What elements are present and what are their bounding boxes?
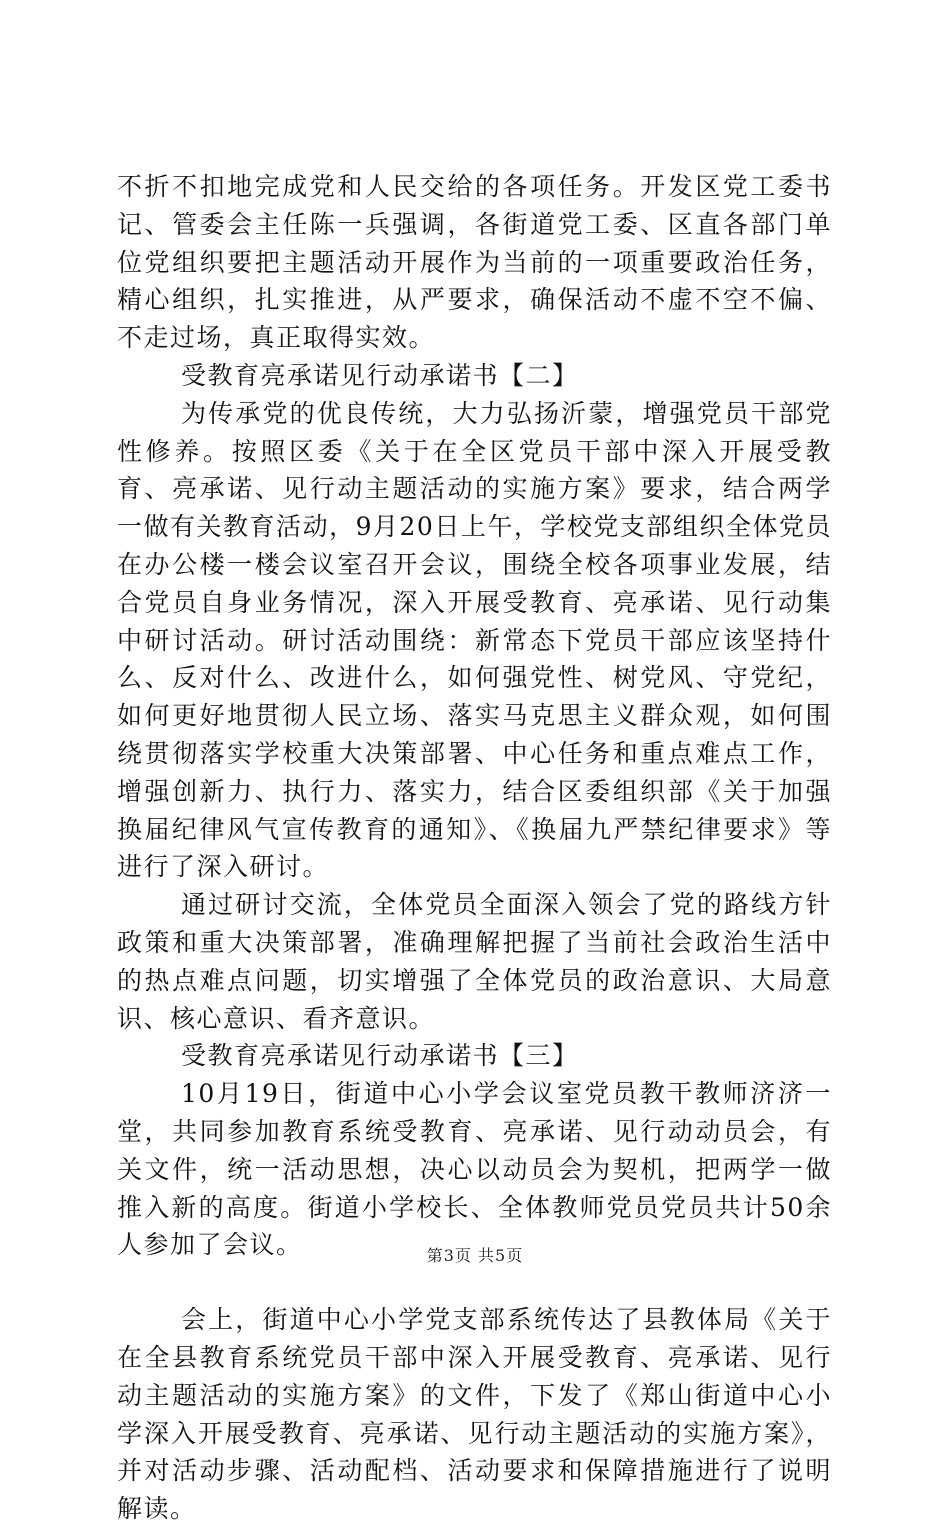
paragraph-section3-meeting: 会上，街道中心小学党支部系统传达了县教体局《关于在全县教育系统党员干部中深入开展受教育、亮承诺、见行动主题活动的实施方案》的文件，下发了《郑山街道中心小学深入开展受教育、亮承诺、见行动主题活动的实施方案》，并对活动步骤、活动配档、活动要求和保障措施进行了说明解读。	[117, 1305, 832, 1524]
section-heading-2: 受教育亮承诺见行动承诺书【二】	[181, 360, 579, 390]
page-footer: 第3页 共5页	[426, 1246, 524, 1265]
paragraph-continuation: 不折不扣地完成党和人民交给的各项任务。开发区党工委书记、管委会主任陈一兵强调，各街道党工委、区直各部门单位党组织要把主题活动开展作为当前的一项重要政治任务，精心组织，扎实推进，从严要求，确保活动不虚不空不偏、不走过场，真正取得实效。	[117, 172, 832, 353]
paragraph-section3-intro: 10月19日，街道中心小学会议室党员教干教师济济一堂，共同参加教育系统受教育、亮承诺、见行动动员会，有关文件，统一活动思想，决心以动员会为契机，把两学一做推入新的高度。街道小学校长、全体教师党员党员共计50余人参加了会议。	[117, 1079, 832, 1260]
paragraph-section2-body: 为传承党的优良传统，大力弘扬沂蒙，增强党员干部党性修养。按照区委《关于在全区党员干部中深入开展受教育、亮承诺、见行动主题活动的实施方案》要求，结合两学一做有关教育活动，9月20日上午，学校党支部组织全体党员在办公楼一楼会议室召开会议，围绕全校各项事业发展，结合党员自身业务情况，深入开展受教育、亮承诺、见行动集中研讨活动。研讨活动围绕：新常态下党员干部应该坚持什么、反对什么、改进什么，如何强党性、树党风、守党纪，如何更好地贯彻人民立场、落实马克思主义群众观，如何围绕贯彻落实学校重大决策部署、中心任务和重点难点工作，增强创新力、执行力、落实力，结合区委组织部《关于加强换届纪律风气宣传教育的通知》、《换届九严禁纪律要求》等进行了深入研讨。	[117, 398, 832, 882]
paragraph-section2-summary: 通过研讨交流，全体党员全面深入领会了党的路线方针政策和重大决策部署，准确理解把握了当前社会政治生活中的热点难点问题，切实增强了全体党员的政治意识、大局意识、核心意识、看齐意识。	[117, 890, 832, 1033]
section-heading-3: 受教育亮承诺见行动承诺书【三】	[181, 1041, 579, 1071]
paragraph-spacer	[117, 1264, 832, 1301]
document-body	[117, 168, 832, 1528]
